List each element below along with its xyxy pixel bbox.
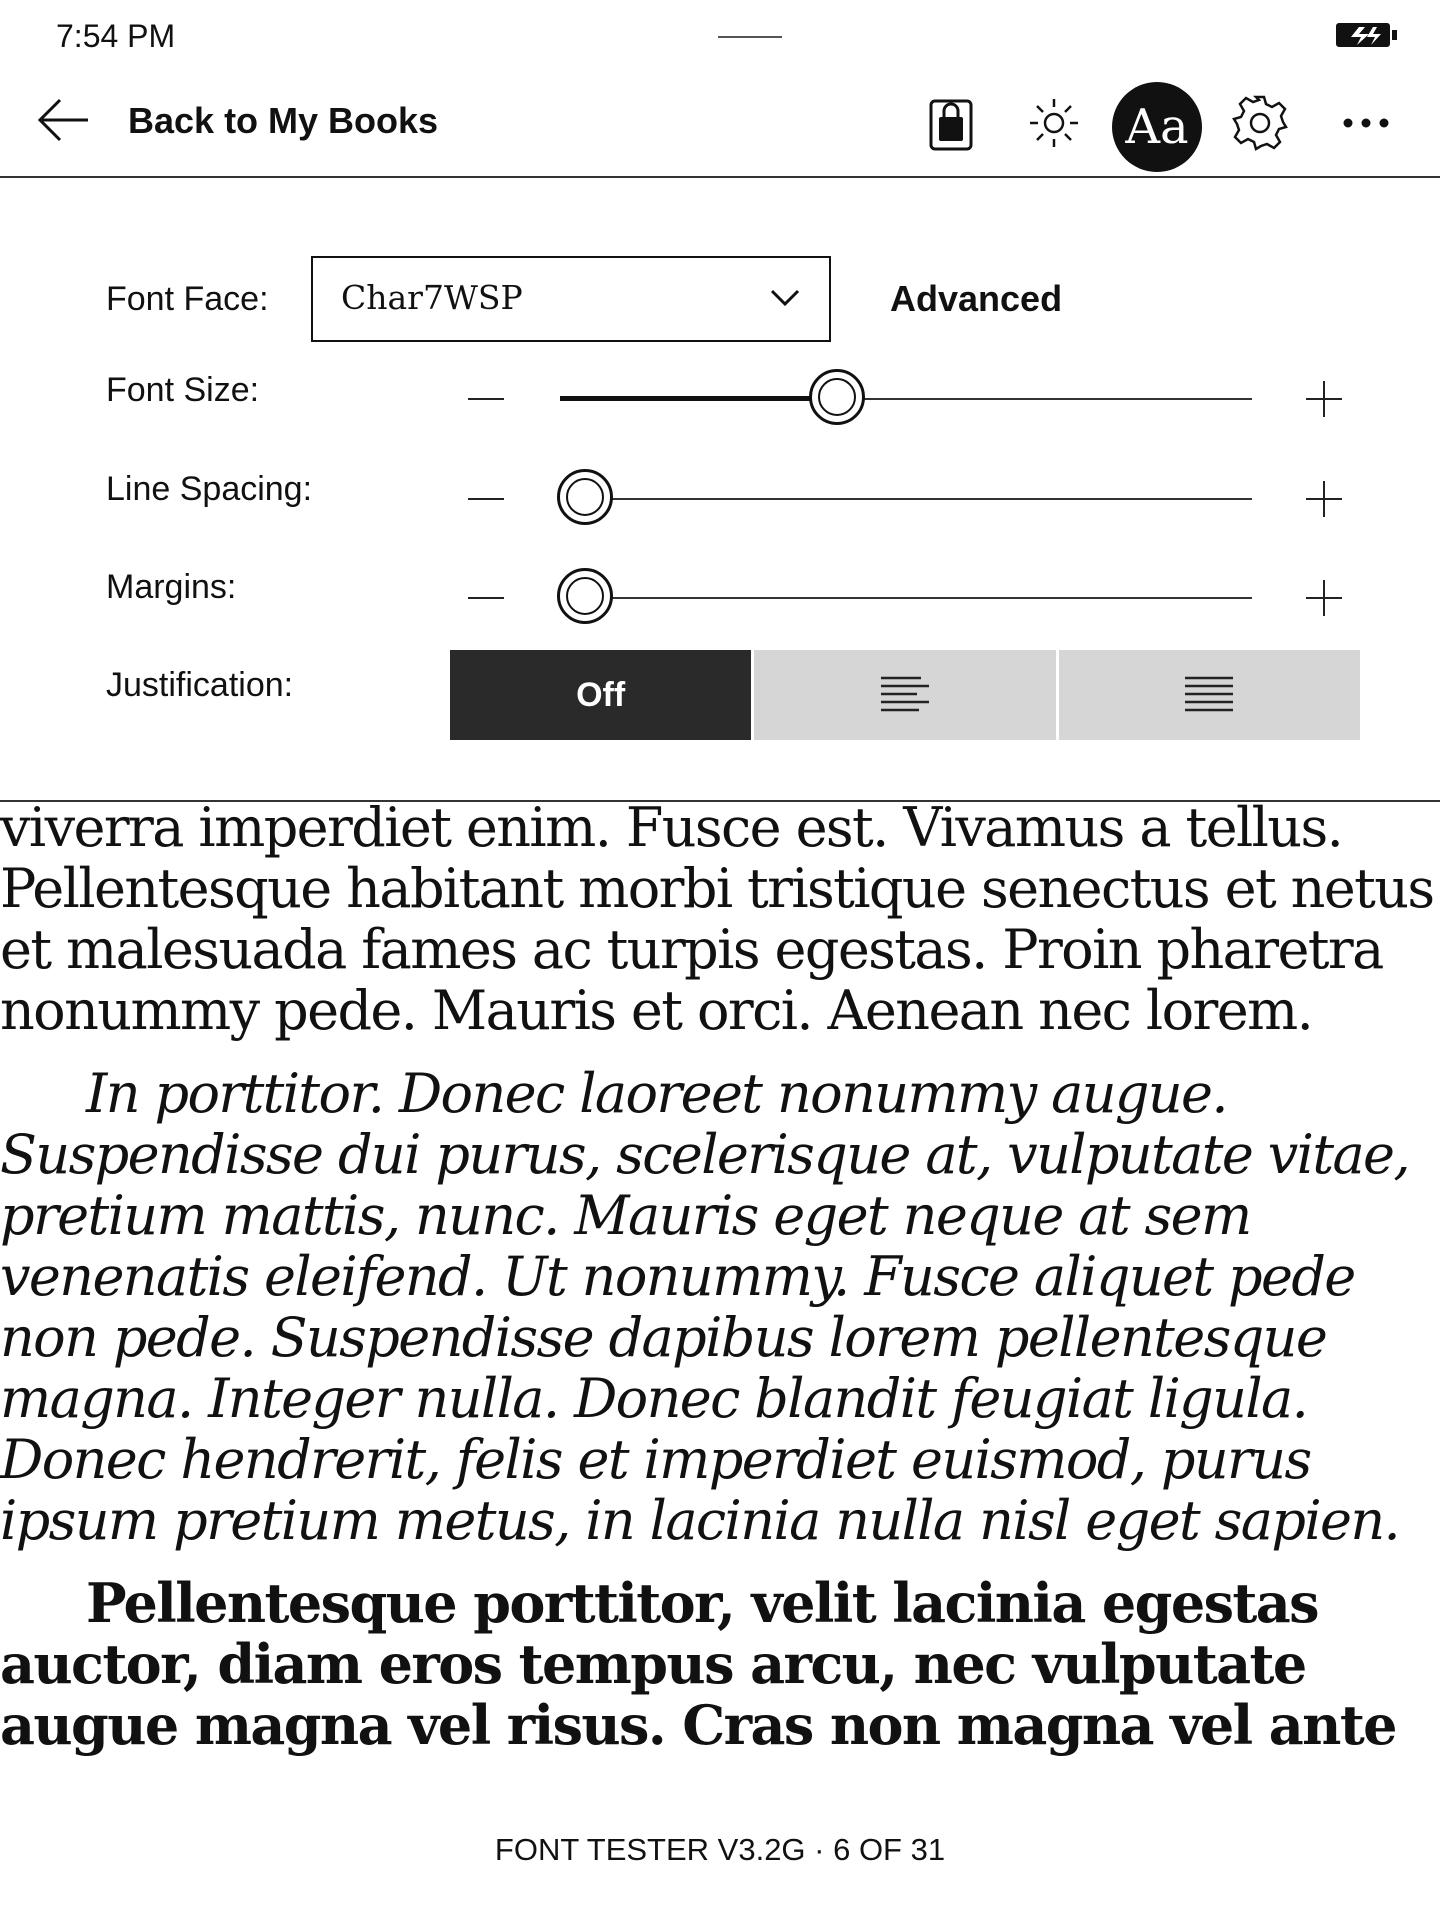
- slider-knob[interactable]: [557, 568, 613, 624]
- brightness-icon[interactable]: [1016, 85, 1092, 161]
- status-bar: [0, 0, 1440, 70]
- font-face-dropdown[interactable]: [311, 256, 831, 342]
- font-aa-icon[interactable]: Aa: [1112, 82, 1202, 172]
- slider-track: [560, 597, 1252, 599]
- font-face-value: Char7WSP: [341, 278, 523, 317]
- justification-toggle: [450, 650, 1360, 740]
- justify-off-button[interactable]: Off: [450, 650, 751, 740]
- slider-knob[interactable]: [809, 369, 865, 425]
- plus-vertical: [1323, 481, 1325, 517]
- justify-left-icon: [879, 675, 931, 715]
- font-settings-panel: [0, 178, 1440, 802]
- slider-track: [560, 498, 1252, 500]
- store-bag-icon[interactable]: [913, 85, 989, 161]
- back-arrow-icon[interactable]: [36, 92, 92, 148]
- settings-gear-icon[interactable]: [1222, 85, 1298, 161]
- line-spacing-decrease[interactable]: [468, 498, 504, 500]
- font-size-decrease[interactable]: [468, 398, 504, 400]
- justify-full-icon: [1183, 675, 1235, 715]
- margins-decrease[interactable]: [468, 597, 504, 599]
- justify-left-button[interactable]: [754, 650, 1055, 740]
- margins-label: Margins:: [106, 568, 237, 606]
- chevron-down-icon: [769, 288, 801, 313]
- reader-toolbar: [0, 70, 1440, 178]
- battery-charging-icon: [1336, 23, 1390, 47]
- slider-fill: [560, 396, 837, 401]
- plus-vertical: [1323, 580, 1325, 616]
- page-footer: FONT TESTER V3.2G · 6 OF 31: [494, 1832, 946, 1867]
- status-time: 7:54 PM: [56, 18, 176, 54]
- book-paragraph-bold: Pellentesque porttitor, velit lacinia egestas auctor, diam eros tempus arcu, nec vulputate augue magna vel risus. Cras non magna vel ante: [0, 1571, 1396, 1757]
- justify-full-button[interactable]: [1059, 650, 1360, 740]
- slider-knob[interactable]: [557, 469, 613, 525]
- book-paragraph-italic: In porttitor. Donec laoreet nonummy augue. Suspendisse dui purus, scelerisque at, vulputate vitae, pretium mattis, nunc. Mauris eget neque at sem venenatis eleifend. Ut nonummy. Fusce aliquet pede non pede. Suspendisse dapibus lorem pellentesque magna. Integer nulla. Donec blandit feugiat ligula. Donec hendrerit, felis et imperdiet euismod, purus ipsum pretium metus, in lacinia nulla nisl eget sapien.: [0, 1062, 1409, 1552]
- book-page-text[interactable]: [0, 800, 1440, 1780]
- battery-tip: [1392, 30, 1397, 40]
- back-to-books-link[interactable]: Back to My Books: [128, 100, 439, 141]
- font-size-label: Font Size:: [106, 371, 260, 409]
- font-size-slider[interactable]: [0, 364, 1440, 434]
- more-dots-icon[interactable]: [1328, 85, 1404, 161]
- line-spacing-slider[interactable]: [0, 464, 1440, 534]
- pull-down-handle[interactable]: [718, 36, 782, 38]
- line-spacing-label: Line Spacing:: [106, 470, 313, 508]
- book-paragraph: viverra imperdiet enim. Fusce est. Vivamus a tellus. Pellentesque habitant morbi tristique senectus et netus et malesuada fames ac turpis egestas. Proin pharetra nonummy pede. Mauris et orci. Aenean nec lorem.: [0, 800, 1434, 1042]
- advanced-button[interactable]: Advanced: [890, 278, 1063, 319]
- justification-label: Justification:: [106, 666, 294, 704]
- plus-vertical: [1323, 381, 1325, 417]
- margins-slider[interactable]: [0, 563, 1440, 633]
- font-face-label: Font Face:: [106, 280, 269, 318]
